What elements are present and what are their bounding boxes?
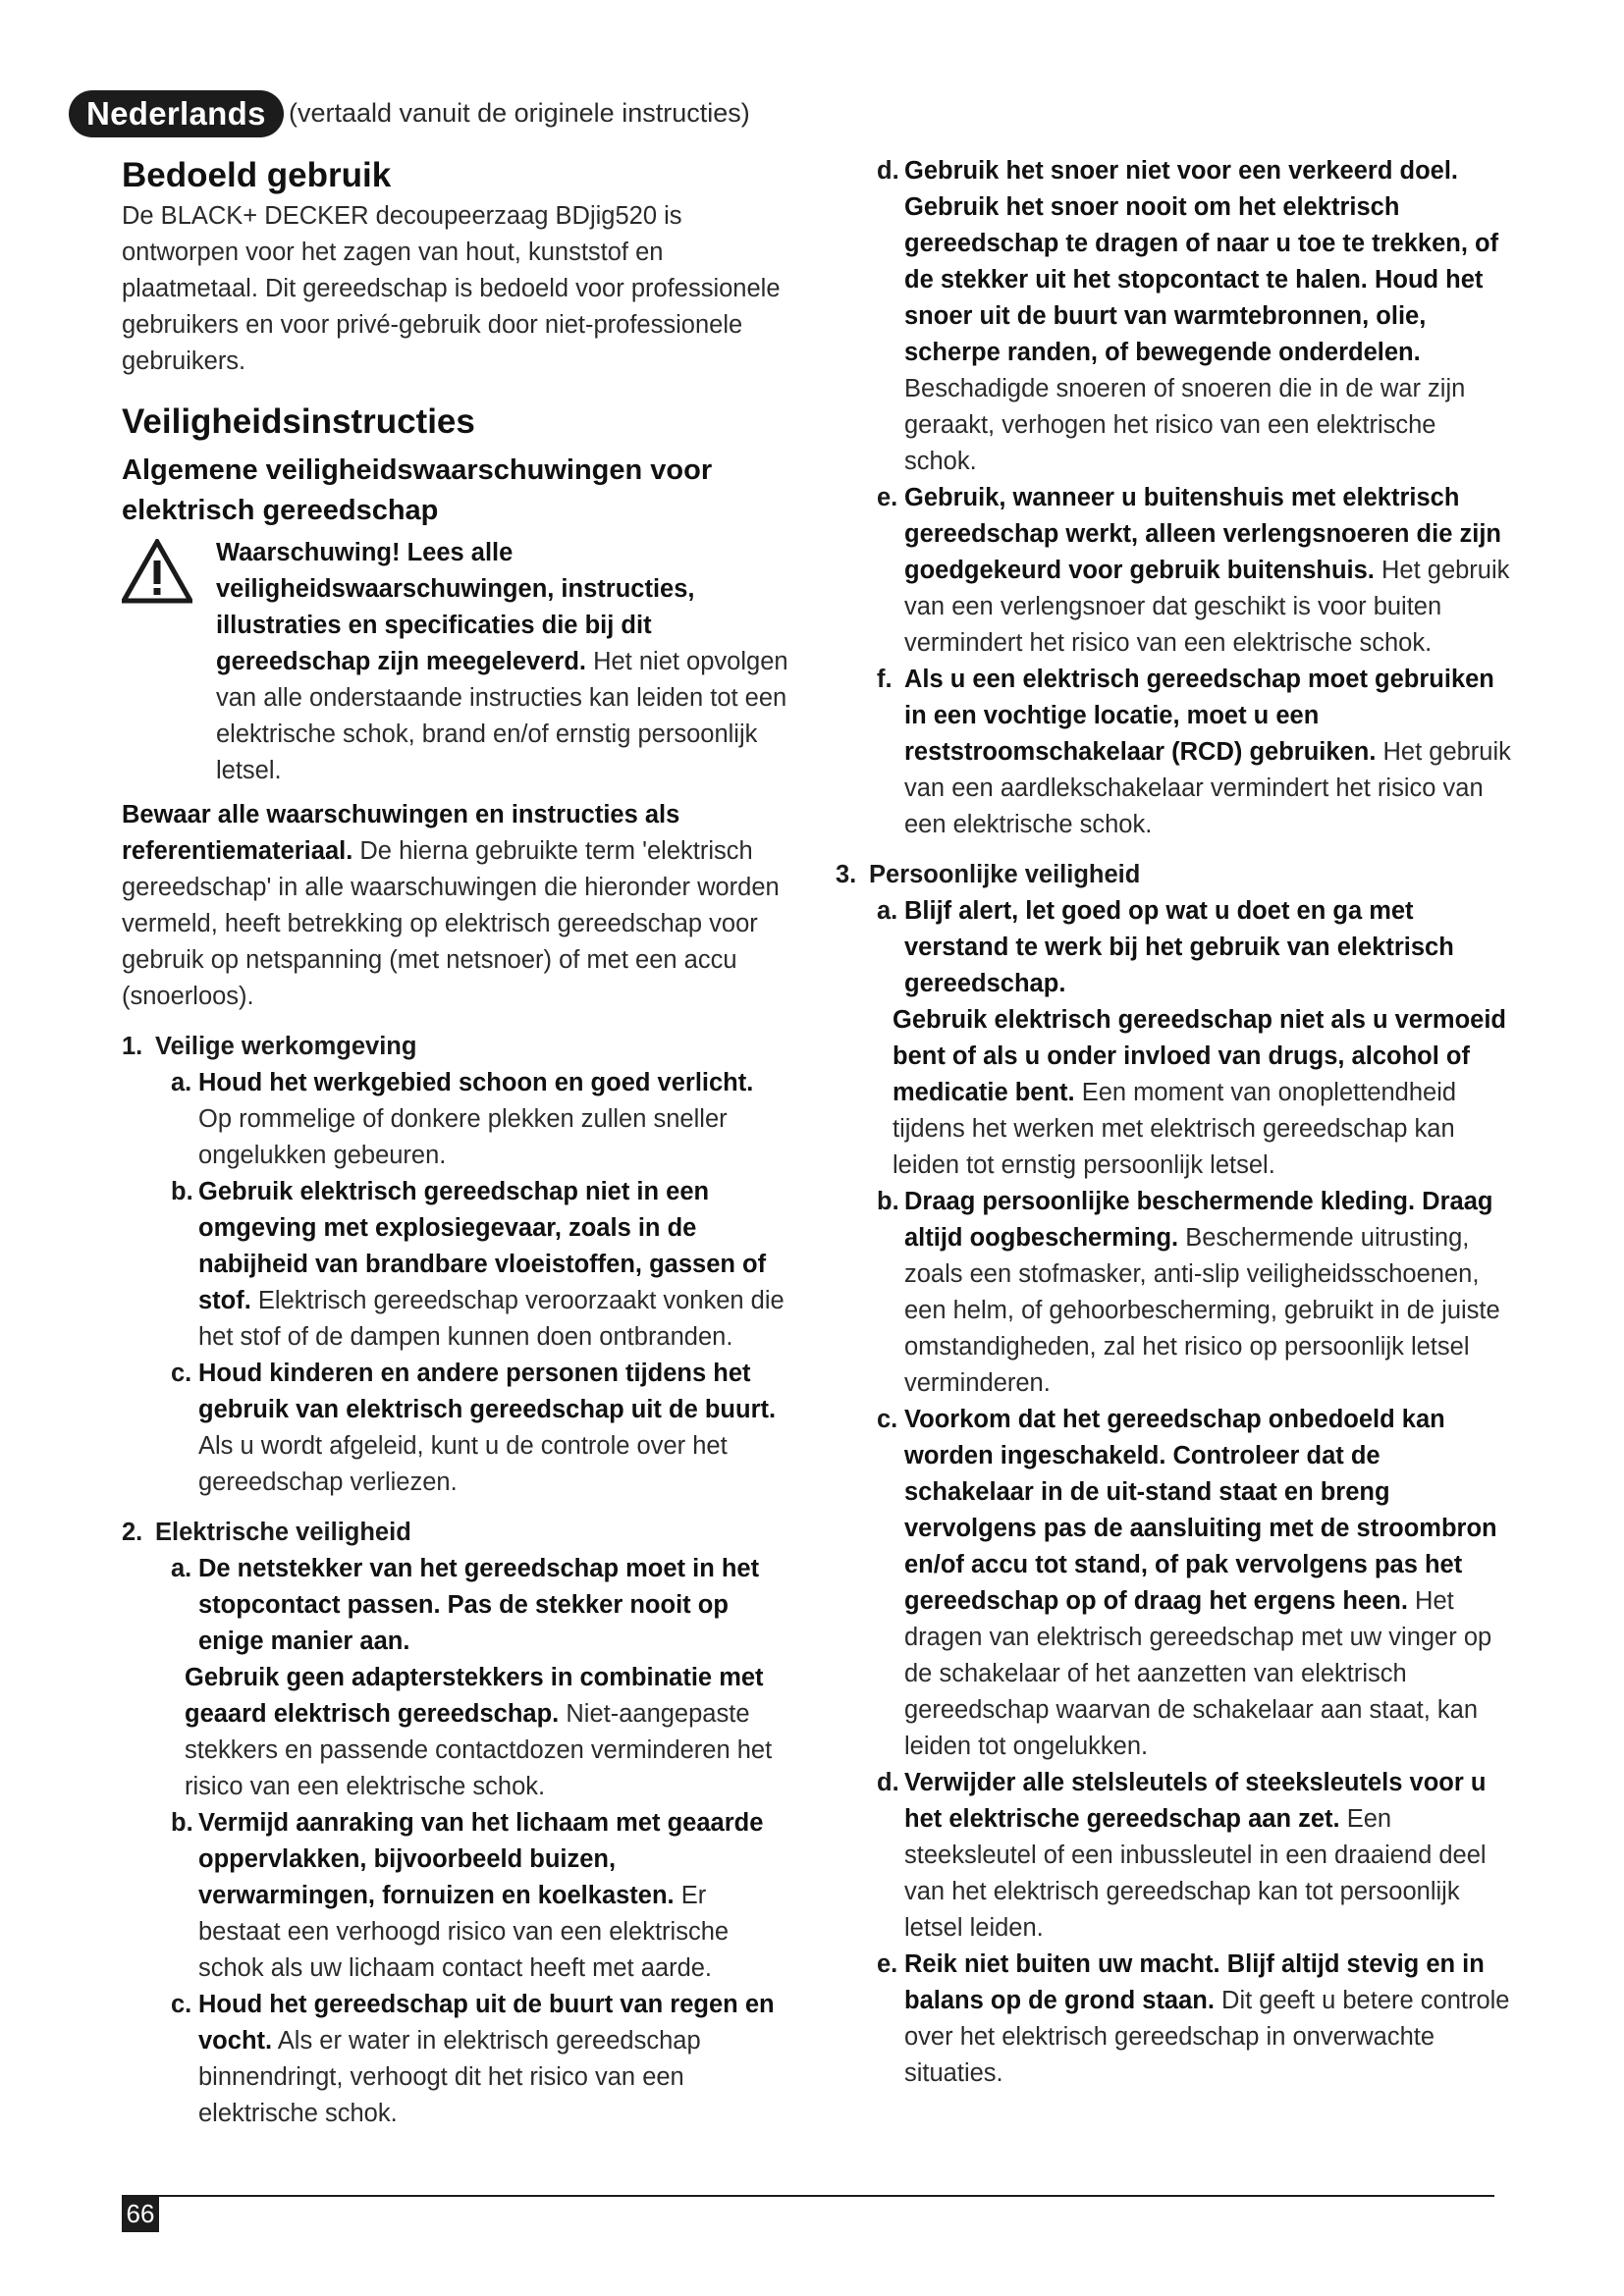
section-1-item-c: c. Houd kinderen en andere personen tijdens het gebruik van elektrisch gereedschap uit de buurt. Als u wordt afgeleid, kunt u de controle over het gereedschap verliezen. bbox=[171, 1360, 777, 1496]
intended-use-heading: Bedoeld gebruik bbox=[122, 156, 392, 194]
section-2-item-d: d. Gebruik het snoer niet voor een verkeerd doel. Gebruik het snoer nooit om het elektrisch gereedschap te dragen of naar u toe te trekken, of de stekker uit het stopcontact te halen. Houd het snoer uit de buurt van warmtebronnen, olie, scherpe randen, of bewegende onderdelen. Beschadigde snoeren of snoeren die in de war zijn geraakt, verhogen het risico van een elektrische schok. bbox=[877, 157, 1499, 475]
section-3-item-b: b. Draag persoonlijke beschermende kleding. Draag altijd oogbescherming. Beschermende uitrusting, zoals een stofmasker, anti-slip veiligheidsschoenen, een helm, of gehoorbescherming, gebruikt in de juiste omstandigheden, zal het risico op persoonlijk letsel verminderen. bbox=[877, 1188, 1500, 1397]
section-2-item-b: b. Vermijd aanraking van het lichaam met geaarde oppervlakken, bijvoorbeeld buizen, verwarmingen, fornuizen en koelkasten. Er bestaat een verhoogd risico van een elektrische schok als uw lichaam contact heeft met aarde. bbox=[171, 1809, 764, 1982]
section-3-item-c: c. Voorkom dat het gereedschap onbedoeld kan worden ingeschakeld. Controleer dat de schakelaar in de uit-stand staat en breng vervolgens pas de aansluiting met de stroombron en/of accu tot stand, of pak vervolgens pas het gereedschap op of draag het ergens heen. Het dragen van elektrisch gereedschap met uw vinger op de schakelaar of het aanzetten van elektrisch gereedschap waarvan de schakelaar aan staat, kan leiden tot ongelukken. bbox=[877, 1406, 1497, 1760]
section-3-item-e: e. Reik niet buiten uw macht. Blijf altijd stevig en in balans op de grond staan. Dit geeft u betere controle over het elektrisch gereedschap in onverwachte situaties. bbox=[877, 1950, 1510, 2087]
intended-use-text: De BLACK+ DECKER decoupeerzaag BDjig520 is ontworpen voor het zagen van hout, kunststof en plaatmetaal. Dit gereedschap is bedoeld voor professionele gebruikers en voor privé-gebruik door niet-professionele gebruikers. bbox=[122, 202, 781, 375]
section-2-item-f: f. Als u een elektrisch gereedschap moet gebruiken in een vochtige locatie, moet u een reststroomschakelaar (RCD) gebruiken. Het gebruik van een aardlekschakelaar vermindert het risico van een elektrische schok. bbox=[877, 666, 1511, 838]
warning-bold: Waarschuwing! Lees alle veiligheidswaarschuwingen, instructies, illustraties en specificaties die bij dit gereedschap zijn meegeleverd. bbox=[216, 539, 695, 675]
section-2-item-e: e. Gebruik, wanneer u buitenshuis met elektrisch gereedschap werkt, alleen verlengsnoeren die zijn goedgekeurd voor gebruik buitenshuis. Het gebruik van een verlengsnoer dat geschikt is voor buiten vermindert het risico van een elektrische schok. bbox=[877, 484, 1510, 657]
keep-instructions-text: De hierna gebruikte term 'elektrisch gereedschap' in alle waarschuwingen die hieronder worden vermeld, heeft betrekking op elektrisch gereedschap voor gebruik op netspanning (met netsnoer) of met een accu (snoerloos). bbox=[122, 837, 780, 1010]
section-3-item-a-continued: Gebruik elektrisch gereedschap niet als u vermoeid bent of als u onder invloed van drugs, alcohol of medicatie bent. Een moment van onoplettendheid tijdens het werken met elektrisch gereedschap kan leiden tot ernstig persoonlijk letsel. bbox=[893, 1006, 1506, 1179]
section-1-item-a: a. Houd het werkgebied schoon en goed verlicht. Op rommelige of donkere plekken zullen sneller ongelukken gebeuren. bbox=[171, 1069, 754, 1169]
warning-triangle-icon bbox=[122, 539, 192, 604]
section-1-heading: 1. Veilige werkomgeving bbox=[122, 1033, 417, 1060]
section-2-item-a: a. De netstekker van het gereedschap moet in het stopcontact passen. Pas de stekker nooit op enige manier aan. bbox=[171, 1555, 760, 1655]
section-2-item-c: c. Houd het gereedschap uit de buurt van regen en vocht. Als er water in elektrisch gereedschap binnendringt, verhoogt dit het risico van een elektrische schok. bbox=[171, 1991, 775, 2127]
translation-note: (vertaald vanuit de originele instructies) bbox=[289, 98, 750, 128]
language-badge: Nederlands bbox=[69, 90, 284, 137]
section-3-heading: 3. Persoonlijke veiligheid bbox=[836, 861, 1141, 888]
section-2-heading: 2. Elektrische veiligheid bbox=[122, 1519, 411, 1546]
keep-instructions-bold: Bewaar alle waarschuwingen en instructies als referentiemateriaal. bbox=[122, 801, 680, 865]
section-3-item-a: a. Blijf alert, let goed op wat u doet en ga met verstand te werk bij het gebruik van elektrisch gereedschap. bbox=[877, 897, 1454, 997]
warning-text: Het niet opvolgen van alle onderstaande instructies kan leiden tot een elektrische schok, brand en/of ernstig persoonlijk letsel. bbox=[216, 648, 788, 784]
page-number: 66 bbox=[122, 2195, 159, 2232]
left-column bbox=[122, 155, 789, 2132]
general-warnings-heading: Algemene veiligheidswaarschuwingen voor elektrisch gereedschap bbox=[122, 454, 713, 526]
section-3-item-d: d. Verwijder alle stelsleutels of steeksleutels voor u het elektrische gereedschap aan zet. Een steeksleutel of een inbussleutel in een draaiend deel van het elektrisch gereedschap kan tot persoonlijk letsel leiden. bbox=[877, 1769, 1487, 1942]
section-1-item-b: b. Gebruik elektrisch gereedschap niet in een omgeving met explosiegevaar, zoals in de nabijheid van brandbare vloeistoffen, gassen of stof. Elektrisch gereedschap veroorzaakt vonken die het stof of de dampen kunnen doen ontbranden. bbox=[171, 1178, 785, 1351]
right-column bbox=[828, 153, 1515, 2092]
footer-rule bbox=[159, 2195, 1494, 2197]
section-2-item-a-continued: Gebruik geen adapterstekkers in combinatie met geaard elektrisch gereedschap. Niet-aangepaste stekkers en passende contactdozen verminderen het risico van een elektrische schok. bbox=[185, 1664, 773, 1800]
warning-block bbox=[122, 535, 789, 789]
safety-heading: Veiligheidsinstructies bbox=[122, 402, 475, 441]
